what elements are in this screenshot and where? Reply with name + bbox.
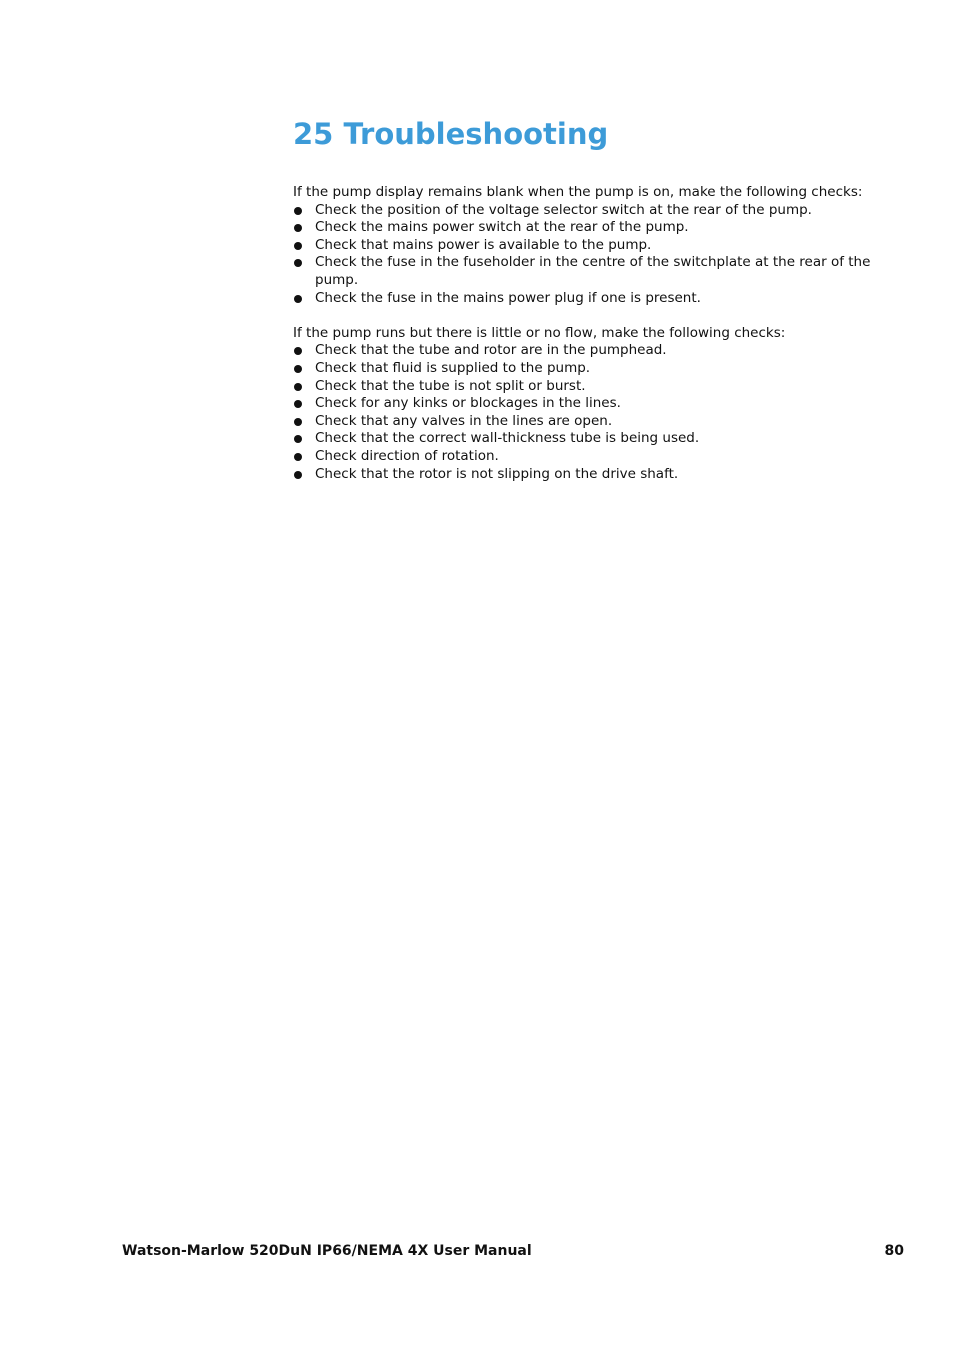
list-item-text: Check that any valves in the lines are open. xyxy=(315,412,613,429)
list-item xyxy=(293,202,908,220)
list-item xyxy=(293,360,908,378)
section-little-flow xyxy=(293,325,908,483)
checklist xyxy=(293,202,908,308)
section-intro: If the pump display remains blank when the pump is on, make the following checks: xyxy=(293,184,863,200)
bullet-icon xyxy=(294,471,302,479)
bullet-icon xyxy=(294,365,302,373)
bullet-icon xyxy=(294,435,302,443)
list-item xyxy=(293,448,908,466)
list-item-text: Check that fluid is supplied to the pump. xyxy=(315,359,591,376)
list-item-text: Check the fuse in the mains power plug if one is present. xyxy=(315,289,701,306)
list-item xyxy=(293,466,908,484)
list-item-text: Check the mains power switch at the rear of the pump. xyxy=(315,219,689,236)
page-title: 25 Troubleshooting xyxy=(293,117,609,151)
bullet-icon xyxy=(294,400,302,408)
list-item xyxy=(293,342,908,360)
list-item-text: Check that mains power is available to the pump. xyxy=(315,236,652,253)
list-item xyxy=(293,378,908,396)
list-item-text: Check for any kinks or blockages in the lines. xyxy=(315,395,621,412)
bullet-icon xyxy=(294,242,302,250)
page-content xyxy=(293,112,908,483)
list-item xyxy=(293,237,908,255)
list-item-text: Check the position of the voltage selector switch at the rear of the pump. xyxy=(315,201,812,218)
list-item-text: Check the fuse in the fuseholder in the centre of the switchplate at the rear of the pump. xyxy=(315,254,871,288)
list-item-text: Check that the tube and rotor are in the pumphead. xyxy=(315,342,667,359)
footer-page-number: 80 xyxy=(884,1243,904,1259)
list-item-text: Check that the correct wall-thickness tube is being used. xyxy=(315,430,700,447)
bullet-icon xyxy=(294,453,302,461)
list-item xyxy=(293,430,908,448)
list-item xyxy=(293,254,908,289)
bullet-icon xyxy=(294,418,302,426)
section-blank-display xyxy=(293,184,908,307)
footer-manual-title: Watson-Marlow 520DuN IP66/NEMA 4X User Manual xyxy=(122,1243,532,1259)
list-item xyxy=(293,413,908,431)
checklist xyxy=(293,342,908,483)
list-item-text: Check that the rotor is not slipping on the drive shaft. xyxy=(315,465,679,482)
list-item-text: Check that the tube is not split or burst. xyxy=(315,377,586,394)
bullet-icon xyxy=(294,295,302,303)
list-item xyxy=(293,219,908,237)
bullet-icon xyxy=(294,383,302,391)
section-intro: If the pump runs but there is little or no flow, make the following checks: xyxy=(293,324,786,341)
bullet-icon xyxy=(294,207,302,215)
bullet-icon xyxy=(294,224,302,232)
bullet-icon xyxy=(294,347,302,355)
list-item xyxy=(293,395,908,413)
bullet-icon xyxy=(294,259,302,267)
list-item xyxy=(293,290,908,308)
list-item-text: Check direction of rotation. xyxy=(315,447,499,464)
